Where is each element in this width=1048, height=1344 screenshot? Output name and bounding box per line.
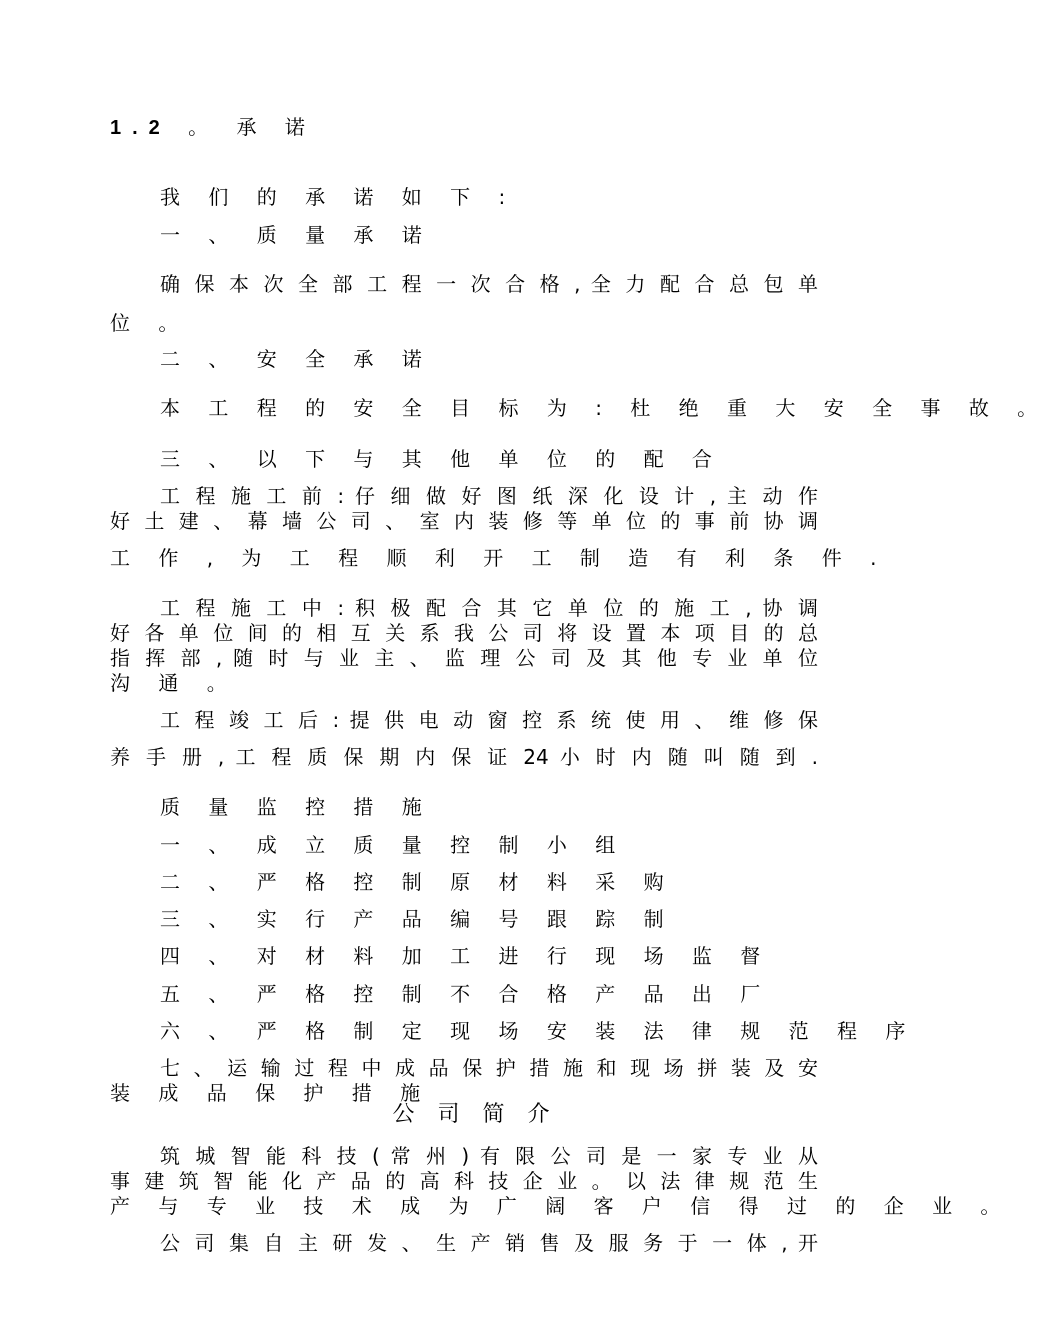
during-construction-line-4: 沟 通 。 — [110, 671, 238, 695]
safety-promise-text: 本 工 程 的 安 全 目 标 为 : 杜 绝 重 大 安 全 事 故 。 — [160, 396, 1048, 420]
section-number: 1.2 — [110, 117, 171, 139]
company-paragraph-1-line-2: 事 建 筑 智 能 化 产 品 的 高 科 技 企 业 。 以 法 律 规 范 生 — [110, 1169, 818, 1193]
company-paragraph-2-line-1: 公 司 集 自 主 研 发 、 生 产 销 售 及 服 务 于 一 体 , 开 — [160, 1231, 818, 1255]
quality-control-item-2: 二 、 严 格 控 制 原 材 料 采 购 — [160, 870, 675, 894]
section-title: 。 承 诺 — [188, 115, 316, 139]
quality-control-heading: 质 量 监 控 措 施 — [160, 795, 433, 819]
before-construction-line-1: 工 程 施 工 前 : 仔 细 做 好 图 纸 深 化 设 计 , 主 动 作 — [160, 484, 818, 508]
quality-control-item-3: 三 、 实 行 产 品 编 号 跟 踪 制 — [160, 907, 675, 931]
quality-control-item-7: 七 、 运 输 过 程 中 成 品 保 护 措 施 和 现 场 拼 装 及 安 — [160, 1056, 818, 1080]
promise-intro: 我 们 的 承 诺 如 下 : — [160, 185, 517, 209]
quality-control-item-6: 六 、 严 格 制 定 现 场 安 装 法 律 规 范 程 序 — [160, 1019, 917, 1043]
company-paragraph-1-line-1: 筑 城 智 能 科 技 ( 常 州 ) 有 限 公 司 是 一 家 专 业 从 — [160, 1144, 818, 1168]
quality-control-item-7-continued: 装 成 品 保 护 措 施 — [110, 1081, 432, 1105]
during-construction-line-2: 好 各 单 位 间 的 相 互 关 系 我 公 司 将 设 置 本 项 目 的 总 — [110, 621, 818, 645]
quality-control-item-4: 四 、 对 材 料 加 工 进 行 现 场 监 督 — [160, 944, 772, 968]
before-construction-line-3: 工 作 , 为 工 程 顺 利 开 工 制 造 有 利 条 件 . — [110, 546, 888, 570]
quality-control-item-5: 五 、 严 格 控 制 不 合 格 产 品 出 厂 — [160, 982, 772, 1006]
section-heading — [110, 114, 818, 141]
during-construction-line-3: 指 挥 部 , 随 时 与 业 主 、 监 理 公 司 及 其 他 专 业 单 位 — [110, 646, 818, 670]
quality-control-item-1: 一 、 成 立 质 量 控 制 小 组 — [160, 833, 627, 857]
quality-promise-line-1: 确 保 本 次 全 部 工 程 一 次 合 格 , 全 力 配 合 总 包 单 — [160, 272, 818, 296]
quality-promise-line-2: 位 。 — [110, 311, 190, 335]
company-intro-title: 公 司 简 介 — [392, 1102, 558, 1127]
before-construction-line-2: 好 土 建 、 幕 墙 公 司 、 室 内 装 修 等 单 位 的 事 前 协 调 — [110, 509, 818, 533]
quality-promise-heading: 一 、 质 量 承 诺 — [160, 223, 433, 247]
safety-promise-heading: 二 、 安 全 承 诺 — [160, 347, 433, 371]
cooperation-heading: 三 、 以 下 与 其 他 单 位 的 配 合 — [160, 447, 723, 471]
during-construction-line-1: 工 程 施 工 中 : 积 极 配 合 其 它 单 位 的 施 工 , 协 调 — [160, 596, 818, 620]
after-construction-line-2: 养 手 册 , 工 程 质 保 期 内 保 证 24 小 时 内 随 叫 随 到 . — [110, 745, 818, 769]
after-construction-line-1: 工 程 竣 工 后 : 提 供 电 动 窗 控 系 统 使 用 、 维 修 保 — [160, 708, 818, 732]
company-paragraph-1-line-3: 产 与 专 业 技 术 成 为 广 阔 客 户 信 得 过 的 企 业 。 — [110, 1194, 1012, 1218]
